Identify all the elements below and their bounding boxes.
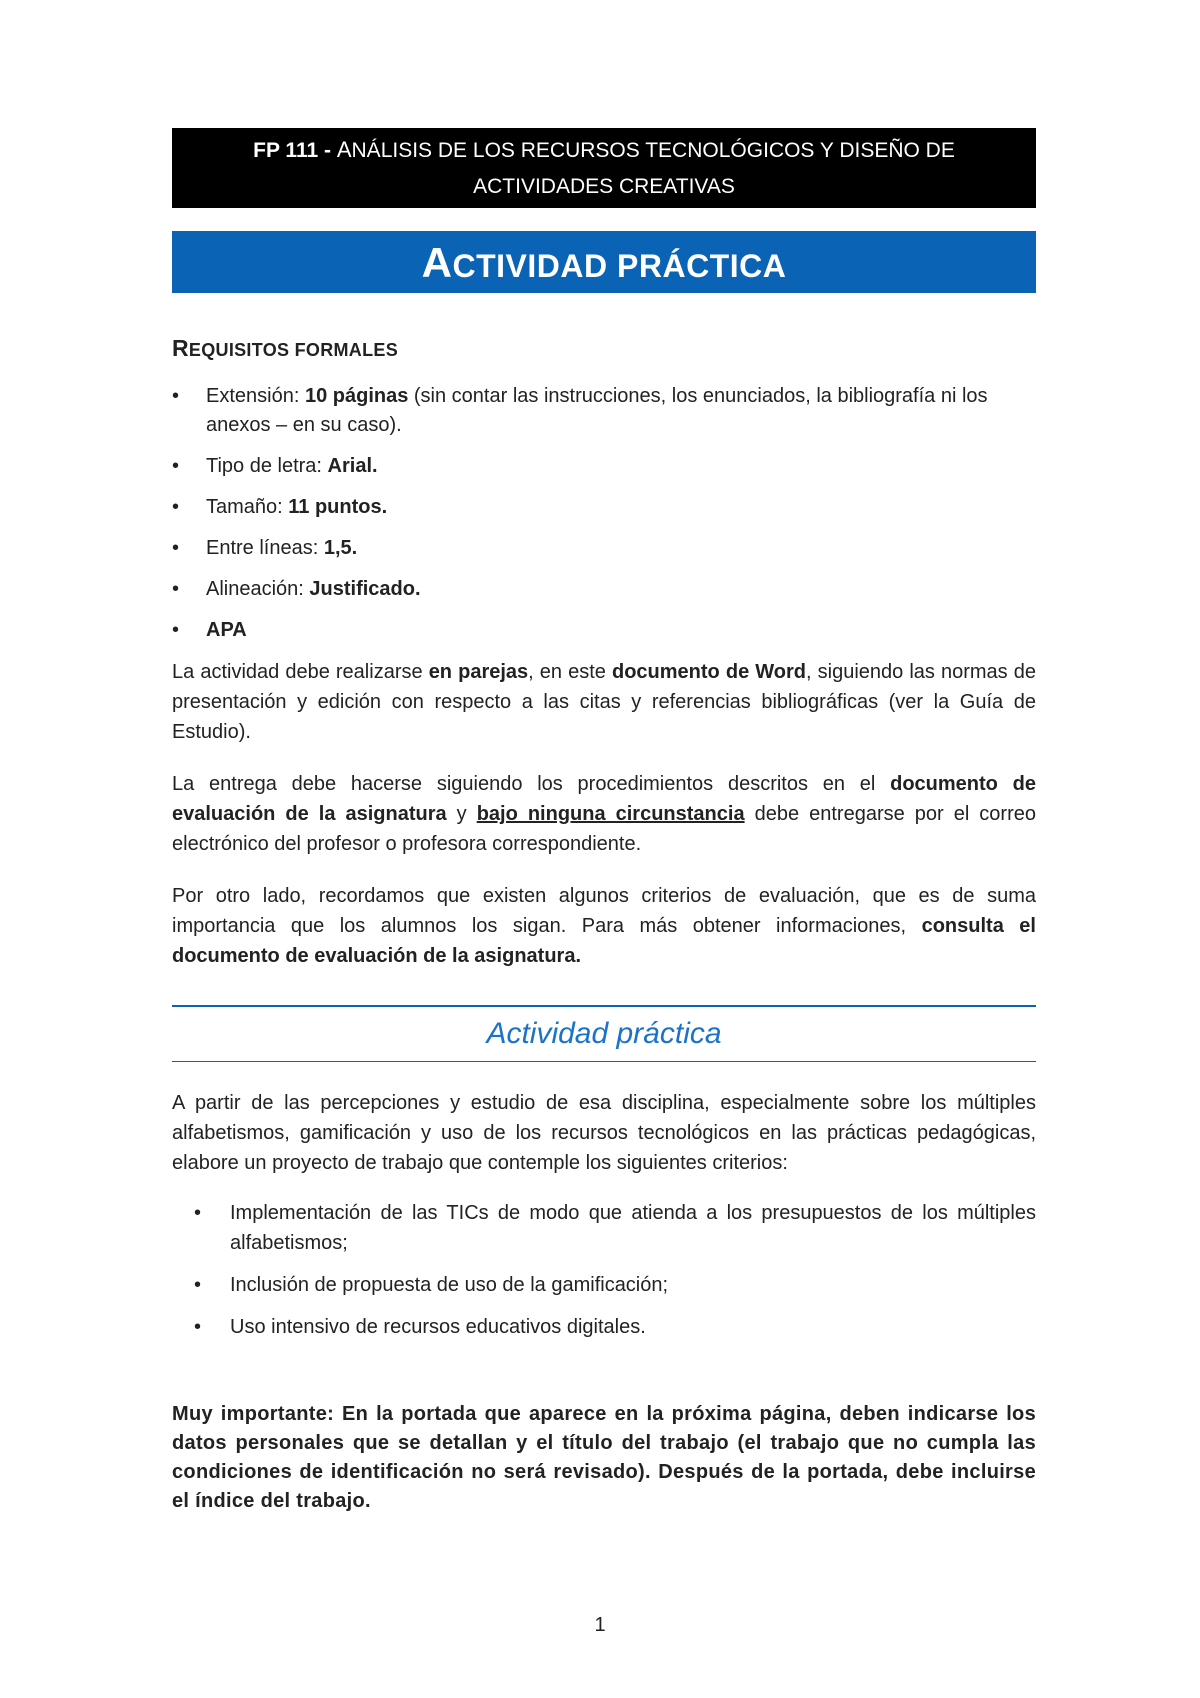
list-item [172, 534, 1036, 563]
item-label: Tamaño: [206, 496, 289, 518]
text: debe entregarse por el correo electrónico del profesor o profesora correspondiente. [172, 803, 1036, 855]
criterion-text: Inclusión de propuesta de uso de la gamificación; [230, 1274, 669, 1296]
activity-banner [172, 231, 1036, 293]
requirements-heading-text: EQUISITOS FORMALES [188, 340, 399, 360]
requirements-heading [172, 335, 1036, 362]
list-item [172, 1312, 1036, 1342]
list-item [172, 382, 1036, 440]
bold-text: documento de Word [612, 661, 806, 683]
item-value: Arial. [327, 455, 378, 477]
bold-text: consulta el documento de evaluación de la asignatura. [172, 915, 1036, 967]
list-item [172, 452, 1036, 481]
bullet-icon: • [172, 455, 180, 477]
bullet-icon: • [172, 385, 180, 407]
text: y [446, 803, 477, 825]
criterion-text: Implementación de las TICs de modo que atienda a los presupuestos de los múltiples alfabetismos; [230, 1202, 1036, 1254]
criterion-text: Uso intensivo de recursos educativos digitales. [230, 1316, 646, 1338]
requirements-heading-initial: R [172, 335, 189, 361]
item-label: Entre líneas: [206, 537, 324, 559]
activity-section-header [172, 1005, 1036, 1062]
item-label: Alineación: [206, 578, 310, 600]
important-note: Muy importante: En la portada que aparece en la próxima página, deben indicarse los datos personales que se detallan y el título del trabajo (el trabajo que no cumpla las condiciones de identificación no será revisado). Después de la portada, debe incluirse el índice del trabajo. [172, 1403, 1036, 1512]
item-value: 11 puntos. [288, 496, 388, 518]
list-item [172, 493, 1036, 522]
course-code: FP 111 - [253, 139, 331, 162]
item-value: APA [206, 619, 247, 641]
document-page [172, 128, 1036, 1536]
course-title: NÁLISIS DE LOS RECURSOS TECNOLÓGICOS Y DISEÑO DE ACTIVIDADES CREATIVAS [351, 139, 955, 198]
activity-title: Actividad práctica [486, 1017, 722, 1050]
bullet-icon: • [194, 1202, 202, 1224]
bold-text: documento de evaluación de la asignatura [172, 773, 1036, 825]
item-note: (sin contar las instrucciones, los enunciados, la bibliografía ni los anexos – en su caso). [206, 385, 988, 436]
item-value: 1,5. [323, 537, 358, 559]
item-label: Tipo de letra: [206, 455, 328, 477]
bullet-icon: • [172, 619, 180, 641]
text: La entrega debe hacerse siguiendo los procedimientos descritos en el [172, 773, 891, 795]
banner-title: CTIVIDAD PRÁCTICA [452, 248, 787, 284]
list-item [172, 1198, 1036, 1258]
text: Por otro lado, recordamos que existen algunos criterios de evaluación, que es de suma importancia que los alumnos los sigan. Para más obtener informaciones, [172, 885, 1036, 937]
banner-initial: A [421, 239, 453, 286]
text: La actividad debe realizarse [172, 661, 429, 683]
bullet-icon: • [172, 578, 180, 600]
text: , en este [528, 661, 612, 683]
item-value: 10 páginas [304, 385, 409, 407]
paragraph-criteria-note [172, 881, 1036, 971]
activity-intro: A partir de las percepciones y estudio de esa disciplina, especialmente sobre los múltiples alfabetismos, gamificación y uso de los recursos tecnológicos en las prácticas pedagógicas, elabore un proyecto de trabajo que contemple los siguientes criterios: [172, 1092, 1036, 1174]
paragraph-submission [172, 769, 1036, 859]
item-value: Justificado. [309, 578, 421, 600]
divider-bottom [172, 1061, 1036, 1062]
course-title-box [172, 128, 1036, 208]
page-number: 1 [594, 1614, 606, 1636]
underlined-bold-text: bajo ninguna circunstancia [476, 803, 745, 825]
bullet-icon: • [194, 1316, 202, 1338]
list-item [172, 616, 1036, 645]
bullet-icon: • [172, 496, 180, 518]
bullet-icon: • [172, 537, 180, 559]
bold-text: en parejas [428, 661, 529, 683]
requirements-list [172, 382, 1036, 645]
item-label: Extensión: [206, 385, 305, 407]
list-item [172, 1270, 1036, 1300]
text: , siguiendo las normas de presentación y edición con respecto a las citas y referencias bibliográficas (ver la Guía de Estudio). [172, 661, 1036, 743]
criteria-list [172, 1198, 1036, 1342]
list-item [172, 575, 1036, 604]
bullet-icon: • [194, 1274, 202, 1296]
paragraph-pairs [172, 657, 1036, 747]
course-title-initial: A [336, 137, 352, 162]
